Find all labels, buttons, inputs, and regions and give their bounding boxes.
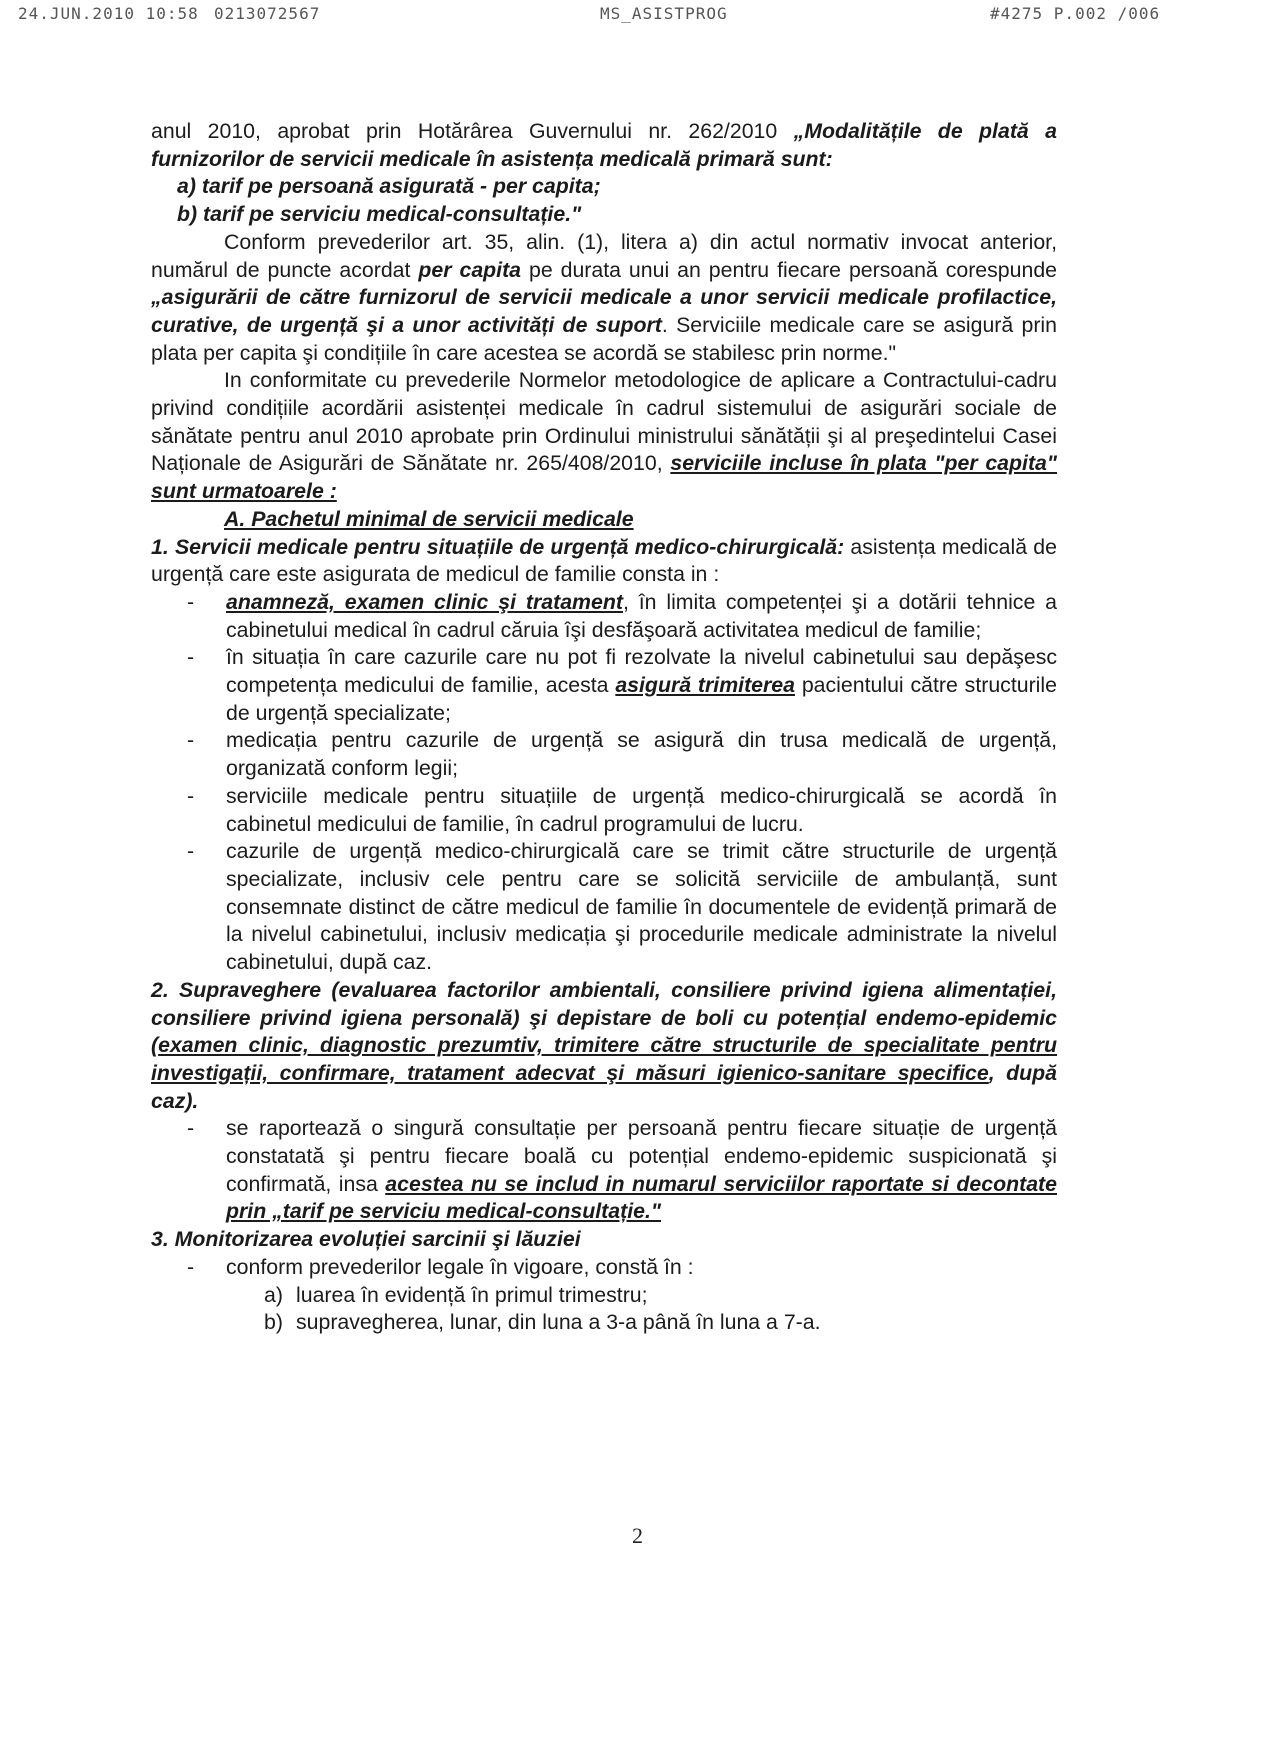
list-item: - serviciile medicale pentru situațiile de urgență medico-chirurgicală se acordă în cabinetul medicului de familie, în cadrul programului de lucru. <box>151 783 1057 838</box>
item-1: 1. Servicii medicale pentru situațiile de urgență medico-chirurgicală: asistența medicală de urgență care este asigurata de medicul de familie consta in : <box>151 534 1057 587</box>
paragraph-norms: In conformitate cu prevederile Normelor metodologice de aplicare a Contractului-cadru privind condițiile acordării asistenței medicale în cadrul sistemului de asigurări sociale de sănătate pentru anul 2010 aprobate prin Ordinului ministrului sănătății şi al preşedintelui Casei Naționale de Asigurări de Sănătate nr. 265/408/2010, serviciile incluse în plata "per capita" sunt urmatoarele : <box>151 368 1057 504</box>
item-1-bullets <box>151 589 1057 977</box>
paragraph-art35: Conform prevederilor art. 35, alin. (1), litera a) din actul normativ invocat anterior, numărul de puncte acordat per capita pe durata unui an pentru fiecare persoană corespunde „asigurării de către furnizorul de servicii medicale a unor servicii medicale profilactice, curative, de urgență şi a unor activități de suport. Serviciile medicale care se asigură prin plata per capita şi condițiile în care acestea se acordă se stabilesc prin norme." <box>151 229 1058 365</box>
fax-datetime: 24.JUN.2010 10:58 <box>18 4 199 23</box>
fax-sender: MS_ASISTPROG <box>600 4 728 23</box>
list-item: - medicația pentru cazurile de urgență se asigură din trusa medicală de urgență, organizată conform legii; <box>151 727 1057 782</box>
item-2: 2. Supraveghere (evaluarea factorilor ambientali, consiliere privind igiena alimentației, consiliere privind igiena personală) şi depistare de boli cu potențial endemo-epidemic (examen clinic, diagnostic prezumtiv, trimitere către structurile de specialitate pentru investigații, confirmare, tratament adecvat şi măsuri igienico-sanitare specifice, după caz). <box>151 977 1057 1113</box>
payment-item-b: b) tarif pe serviciu medical-consultație." <box>177 202 582 227</box>
list-item: - conform prevederilor legale în vigoare, constă în : <box>151 1254 1057 1282</box>
page-number: 2 <box>632 1523 643 1548</box>
item-2-bullets <box>151 1115 1057 1226</box>
list-item: - cazurile de urgență medico-chirurgicală care se trimit către structurile de urgență specializate, inclusiv cele pentru care se solicită serviciile de ambulanță, sunt consemnate distinct de către medicul de familie în documentele de evidență primară de la nivelul cabinetului, inclusiv medicația şi procedurile medicale administrate la nivelul cabinetului, după caz. <box>151 838 1057 977</box>
list-item: a) luarea în evidență în primul trimestru; <box>264 1282 648 1307</box>
fax-page-info: #4275 P.002 /006 <box>990 4 1161 23</box>
item-1-title: 1. Servicii medicale pentru situațiile de urgență medico-chirurgicală: <box>151 534 845 559</box>
item-3-bullets <box>151 1254 1057 1282</box>
fax-number: 0213072567 <box>214 4 321 23</box>
list-item: b) supravegherea, lunar, din luna a 3-a până în luna a 7-a. <box>264 1310 821 1335</box>
list-item: - în situația în care cazurile care nu pot fi rezolvate la nivelul cabinetului sau depăşesc competența medicului de familie, acesta asigură trimiterea pacientului către structurile de urgență specializate; <box>151 644 1057 727</box>
per-capita-services-heading: serviciile incluse în plata "per capita" sunt urmatoarele : <box>151 451 1057 504</box>
section-a-title: A. Pachetul minimal de servicii medicale <box>224 506 634 531</box>
fax-header <box>0 4 1275 26</box>
item-2-title: 2. Supraveghere (evaluarea factorilor ambientali, consiliere privind igiena alimentației, consiliere privind igiena personală) şi depistare de boli cu potențial endemo-epidemic ( <box>151 977 1057 1058</box>
list-item: - se raportează o singură consultație per persoană pentru fiecare situație de urgență constatată şi pentru fiecare boală cu potențial endemo-epidemic suspicionată şi confirmată, insa acestea nu se includ in numarul serviciilor raportate si decontate prin „tarif pe serviciu medical-consultație." <box>151 1115 1057 1226</box>
item-3-title: 3. Monitorizarea evoluției sarcinii şi lăuziei <box>151 1227 581 1252</box>
item-3-sublist <box>151 1282 1057 1337</box>
paragraph-decision: anul 2010, aprobat prin Hotărârea Guvernului nr. 262/2010 „Modalitățile de plată a furnizorilor de servicii medicale în asistența medicală primară sunt: <box>151 119 1057 171</box>
document-body <box>151 118 1057 1337</box>
quoted-payment-modalities: „Modalitățile de plată a furnizorilor de servicii medicale în asistența medicală primară sunt: <box>151 119 1057 171</box>
payment-item-a: a) tarif pe persoană asigurată - per capita; <box>177 174 601 199</box>
list-item: - anamneză, examen clinic şi tratament, în limita competenței şi a dotării tehnice a cabinetului medical în cadrul căruia îşi desfăşoară activitatea medicul de familie; <box>151 589 1057 644</box>
